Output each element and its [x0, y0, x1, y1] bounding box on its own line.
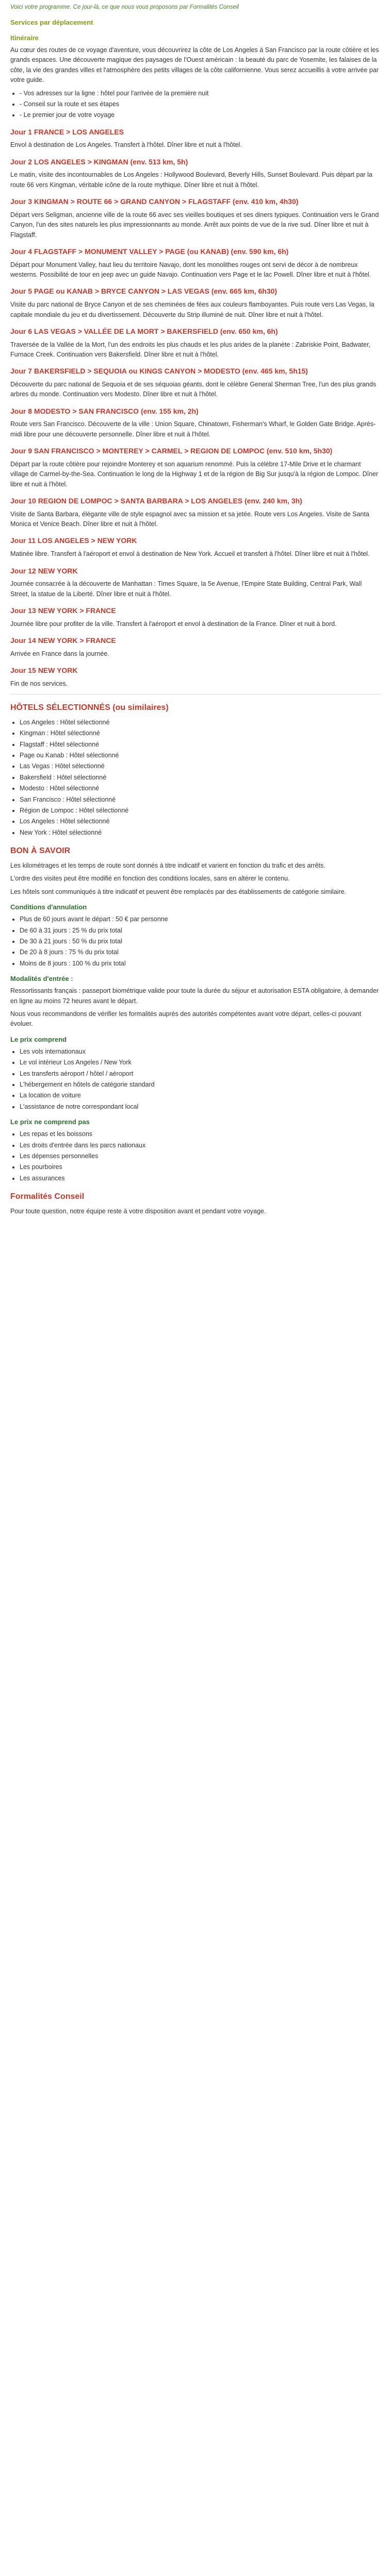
modalites-block: [10, 986, 381, 1029]
itinerary-line: • - Le premier jour de votre voyage: [20, 110, 381, 120]
condition-item: • Plus de 60 jours avant le départ : 50 € par personne: [20, 914, 381, 924]
day-title: Jour 11 LOS ANGELES > NEW YORK: [10, 536, 137, 545]
inclus-list: [10, 1047, 381, 1112]
days-list: [10, 127, 381, 689]
day-title: Jour 4 FLAGSTAFF > MONUMENT VALLEY > PAGE (ou KANAB) (env. 590 km, 6h): [10, 247, 289, 256]
day-block: [10, 635, 381, 659]
day-title: Jour 15 NEW YORK: [10, 666, 78, 675]
hotels-title: HÔTELS SÉLECTIONNÉS (ou similaires): [10, 703, 169, 713]
inclus-title: Le prix comprend: [10, 1035, 67, 1043]
modalites-paragraph: Ressortissants français : passeport biométrique valide pour toute la durée du séjour et autorisation ESTA obligatoire, à demander en ligne au moins 72 heures avant le départ.: [10, 987, 379, 1005]
day-block: [10, 246, 381, 280]
itinerary-intro: Au cœur des routes de ce voyage d'aventure, vous découvrirez la côte de Los Angeles à San Francisco par la route côtière et les grands espaces. Une découverte magique des paysages de l'Ouest américain : la beauté du parc de Yosemite, les falaises de la côte, la vie des grandes villes et l'atmosphère des petits villages de la côte californienne. Vous serez accueillis à votre arrivée par votre guide.: [10, 46, 379, 84]
inclus-item: • La location de voiture: [20, 1091, 381, 1100]
day-block: [10, 446, 381, 489]
day-text: Envol à destination de Los Angeles. Transfert à l'hôtel. Dîner libre et nuit à l'hôtel.: [10, 141, 242, 149]
hotel-item: • Page ou Kanab : Hôtel sélectionné: [20, 751, 381, 760]
inclus-item: • Les transferts aéroport / hôtel / aéroport: [20, 1069, 381, 1079]
non-inclus-item: • Les pourboires: [20, 1162, 381, 1172]
hotels-list: [10, 718, 381, 838]
intro-line: Voici votre programme. Ce jour-là, ce que nous vous proposons par Formalités Conseil: [10, 4, 239, 10]
bon-a-savoir-title: BON À SAVOIR: [10, 846, 71, 856]
day-text: Le matin, visite des incontournables de Los Angeles : Hollywood Boulevard, Beverly Hills, Sunset Boulevard. Puis départ par la route 66 vers Kingman, véritable icône de la route mythique. Dîner libre et nuit à l'hôtel.: [10, 171, 372, 189]
day-text: Journée consacrée à la découverte de Manhattan : Times Square, la 5e Avenue, l'Empire State Building, Central Park, Wall Street, la statue de la Liberté. Dîner libre et nuit à l'hôtel.: [10, 580, 362, 598]
day-block: [10, 127, 381, 150]
hotel-item: • New York : Hôtel sélectionné: [20, 828, 381, 838]
day-title: Jour 2 LOS ANGELES > KINGMAN (env. 513 km, 5h): [10, 157, 188, 166]
hotel-item: • Région de Lompoc : Hôtel sélectionné: [20, 806, 381, 816]
condition-item: • De 20 à 8 jours : 75 % du prix total: [20, 947, 381, 957]
modalites-title: Modalités d'entrée :: [10, 975, 73, 983]
inclus-item: • L'hébergement en hôtels de catégorie standard: [20, 1080, 381, 1090]
day-text: Découverte du parc national de Sequoia et de ses séquoias géants, dont le célèbre General Sherman Tree, l'un des plus grands arbres du monde. Continuation vers Modesto. Dîner libre et nuit à l'hôtel.: [10, 381, 377, 398]
non-inclus-item: • Les assurances: [20, 1174, 381, 1183]
contact-text: Pour toute question, notre équipe reste à votre disposition avant et pendant votre voyage.: [10, 1207, 266, 1215]
itinerary-line: • - Vos adresses sur la ligne : hôtel pour l'arrivée de la première nuit: [20, 89, 381, 98]
non-inclus-item: • Les droits d'entrée dans les parcs nationaux: [20, 1141, 381, 1150]
hotel-item: • Kingman : Hôtel sélectionné: [20, 728, 381, 738]
condition-item: • De 60 à 31 jours : 25 % du prix total: [20, 926, 381, 936]
day-title: Jour 6 LAS VEGAS > VALLÉE DE LA MORT > BAKERSFIELD (env. 650 km, 6h): [10, 327, 278, 335]
inclus-item: • Les vols internationaux: [20, 1047, 381, 1057]
condition-item: • De 30 à 21 jours : 50 % du prix total: [20, 937, 381, 946]
hotel-item: • Bakersfield : Hôtel sélectionné: [20, 773, 381, 783]
itinerary-line: • - Conseil sur la route et ses étapes: [20, 99, 381, 109]
day-title: Jour 8 MODESTO > SAN FRANCISCO (env. 155 km, 2h): [10, 406, 199, 415]
hotel-item: • Los Angeles : Hôtel sélectionné: [20, 718, 381, 727]
day-block: [10, 286, 381, 319]
non-inclus-list: [10, 1129, 381, 1183]
bon-a-savoir-block: [10, 861, 381, 897]
hotel-item: • Las Vegas : Hôtel sélectionné: [20, 761, 381, 771]
condition-item: • Moins de 8 jours : 100 % du prix total: [20, 959, 381, 969]
day-title: Jour 14 NEW YORK > FRANCE: [10, 636, 116, 645]
inclus-item: • L'assistance de notre correspondant local: [20, 1102, 381, 1112]
bon-a-savoir-paragraph: Les kilométrages et les temps de route sont donnés à titre indicatif et varient en fonction du trafic et des arrêts.: [10, 861, 325, 869]
day-text: Traversée de la Vallée de la Mort, l'un des endroits les plus chauds et les plus arides de la planète : Zabriskie Point, Badwater, Furnace Creek. Continuation vers Bakersfield. Dîner libre et nuit à l'hôtel.: [10, 341, 370, 358]
day-block: [10, 406, 381, 439]
bon-a-savoir-paragraph: Les hôtels sont communiqués à titre indicatif et peuvent être remplacés par des établissements de catégorie similaire.: [10, 888, 347, 895]
day-block: [10, 605, 381, 629]
non-inclus-title: Le prix ne comprend pas: [10, 1118, 90, 1126]
day-block: [10, 665, 381, 689]
travel-itinerary-page: [0, 0, 391, 1235]
non-inclus-item: • Les repas et les boissons: [20, 1129, 381, 1139]
day-text: Matinée libre. Transfert à l'aéroport et envol à destination de New York. Accueil et transfert à l'hôtel. Dîner libre et nuit à l'hôtel.: [10, 550, 370, 558]
contact-title: Formalités Conseil: [10, 1192, 85, 1201]
day-title: Jour 1 FRANCE > LOS ANGELES: [10, 127, 124, 136]
day-block: [10, 326, 381, 360]
day-text: Départ par la route côtière pour rejoindre Monterey et son aquarium renommé. Puis la célèbre 17-Mile Drive et le charmant village de Carmel-by-the-Sea. Continuation le long de la Highway 1 et de la région de Big Sur jusqu'à la région de Lompoc. Dîner libre et nuit à l'hôtel.: [10, 460, 379, 488]
non-inclus-item: • Les dépenses personnelles: [20, 1151, 381, 1161]
modalites-paragraph: Nous vous recommandons de vérifier les formalités auprès des autorités compétentes avant votre départ, celles-ci pouvant évoluer.: [10, 1010, 362, 1028]
day-text: Départ vers Seligman, ancienne ville de la route 66 avec ses vieilles boutiques et ses diners typiques. Continuation vers le Grand Canyon, l'un des sites naturels les plus impressionnants au monde. Arrêt aux points de vue de la rive sud. Dîner libre et nuit à Flagstaff.: [10, 211, 379, 239]
day-text: Journée libre pour profiter de la ville. Transfert à l'aéroport et envol à destination de la France. Dîner et nuit à bord.: [10, 620, 337, 628]
services-topic: Services par déplacement: [10, 18, 93, 26]
day-text: Route vers San Francisco. Découverte de la ville : Union Square, Chinatown, Fisherman's Wharf, le Golden Gate Bridge. Après-midi libre pour une découverte personnelle. Dîner libre et nuit à l'hôtel.: [10, 420, 376, 438]
day-block: [10, 196, 381, 240]
day-title: Jour 10 REGION DE LOMPOC > SANTA BARBARA > LOS ANGELES (env. 240 km, 3h): [10, 497, 302, 505]
hotel-item: • Modesto : Hôtel sélectionné: [20, 784, 381, 793]
day-text: Fin de nos services.: [10, 680, 68, 687]
itinerary-lines: [10, 89, 381, 121]
itinerary-topic: Itinéraire: [10, 33, 39, 42]
day-text: Arrivée en France dans la journée.: [10, 650, 109, 657]
day-block: [10, 496, 381, 529]
day-block: [10, 366, 381, 399]
hotel-item: • Flagstaff : Hôtel sélectionné: [20, 740, 381, 750]
day-block: [10, 157, 381, 190]
hotel-item: • Los Angeles : Hôtel sélectionné: [20, 817, 381, 826]
conditions-title: Conditions d'annulation: [10, 903, 87, 911]
day-text: Départ pour Monument Valley, haut lieu du territoire Navajo, dont les monolithes rouges ont servi de décor à de nombreux westerns. Possibilité de tour en jeep avec un guide Navajo. Continuation vers Page et le lac Powell. Dîner libre et nuit à l'hôtel.: [10, 261, 371, 279]
day-block: [10, 566, 381, 599]
day-title: Jour 5 PAGE ou KANAB > BRYCE CANYON > LAS VEGAS (env. 665 km, 6h30): [10, 287, 278, 296]
hotel-item: • San Francisco : Hôtel sélectionné: [20, 795, 381, 805]
day-title: Jour 7 BAKERSFIELD > SEQUOIA ou KINGS CANYON > MODESTO (env. 465 km, 5h15): [10, 367, 308, 376]
day-title: Jour 3 KINGMAN > ROUTE 66 > GRAND CANYON > FLAGSTAFF (env. 410 km, 4h30): [10, 197, 299, 206]
bon-a-savoir-paragraph: L'ordre des visites peut être modifié en fonction des conditions locales, sans en altérer le contenu.: [10, 875, 290, 883]
conditions-list: [10, 914, 381, 969]
day-title: Jour 9 SAN FRANCISCO > MONTEREY > CARMEL > REGION DE LOMPOC (env. 510 km, 5h30): [10, 447, 333, 455]
day-title: Jour 13 NEW YORK > FRANCE: [10, 606, 116, 615]
day-title: Jour 12 NEW YORK: [10, 566, 78, 575]
day-text: Visite du parc national de Bryce Canyon et de ses cheminées de fées aux couleurs flamboyantes. Puis route vers Las Vegas, la capitale mondiale du jeu et du divertissement. Découverte du Strip illuminé de nuit. Dîner libre et nuit à l'hôtel.: [10, 301, 374, 318]
day-text: Visite de Santa Barbara, élégante ville de style espagnol avec sa mission et sa jetée. Route vers Los Angeles. Visite de Santa Monica et Venice Beach. Dîner libre et nuit à l'hôtel.: [10, 510, 369, 528]
day-block: [10, 535, 381, 559]
inclus-item: • Le vol intérieur Los Angeles / New York: [20, 1058, 381, 1067]
